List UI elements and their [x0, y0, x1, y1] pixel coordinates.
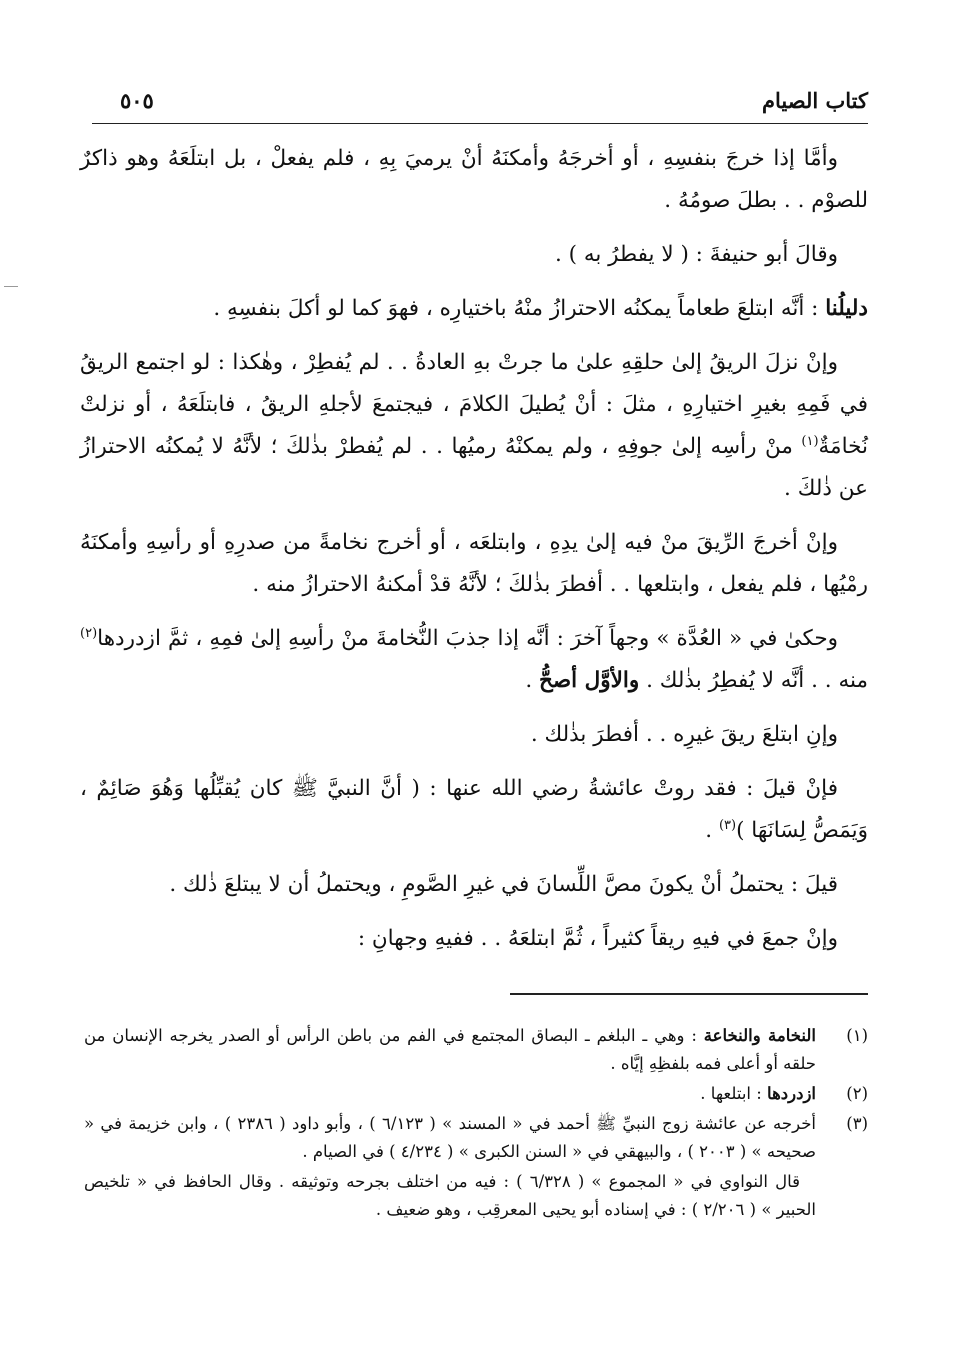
paragraph-8-text-b: . — [705, 818, 719, 843]
paragraph-4 — [80, 342, 868, 510]
paragraph-6-text-c: . — [525, 668, 540, 693]
header-rule — [92, 123, 868, 124]
margin-mark — [4, 286, 18, 287]
footnote-ref-3[interactable]: (٣) — [718, 817, 737, 833]
evidence-text: : أنَّه ابتلعَ طعاماً يمكنُه الاحترازُ منْهُ باختيارِه ، فهوَ كما لو أكلَ بنفسِهِ . — [213, 296, 826, 321]
paragraph-2: وقالَ أبو حنيفةَ : ( لا يفطرُ به ) . — [554, 242, 838, 267]
footnote-separator — [510, 993, 868, 995]
footnote-text — [84, 1022, 816, 1078]
footnote-number: (٣) — [846, 1114, 868, 1133]
paragraph-6-text-a: وحكىٰ في « العُدَّة » وجهاً آخرَ : أنَّه إذا جذبَ النُّخامةَ منْ رأسِهِ إلىٰ فمِهِ ، ثمَّ ازدردها — [97, 626, 838, 651]
footnote-ref-1[interactable]: (١) — [801, 433, 819, 449]
paragraph-9: قيلَ : يحتملُ أنْ يكونَ مصَّ اللِّسانَ في غيرِ الصَّومِ ، ويحتملُ أن لا يبتلعَ ذٰلك . — [169, 872, 838, 897]
paragraph-8 — [80, 768, 868, 852]
main-text — [80, 138, 868, 972]
page-number: ٥٠٥ — [120, 88, 154, 113]
paragraph-10: وإنْ جمعَ في فيهِ ريقاً كثيراً ، ثُمَّ ابتلعَهُ . . ففيهِ وجهانِ : — [357, 926, 838, 951]
footnote-body: أخرجه عن عائشة زوج النبيِّ ﷺ أحمد في « المسند » ( ٦/١٢٣ ) ، وأبو داود ( ٢٣٨٦ ) ، وابن خزيمة في « صحيحه » ( ٢٠٠٣ ) ، والبيهقي في « السنن الكبرى » ( ٤/٢٣٤ ) في الصيام . — [84, 1114, 816, 1161]
preferred-opinion: والأوَّل أصحُّ — [539, 668, 640, 693]
footnotes — [84, 1022, 868, 1224]
footnote-body: : ابتلعها . — [700, 1084, 768, 1103]
paragraph-8-text-a: فإنْ قيلَ : فقد روتْ عائشةُ رضي الله عنها : ( أنَّ النبيَّ ﷺ كان يُقبِّلُها وَهُوَ صَائِمٌ ، وَيَمَصُّ لِسَانَهَا ) — [80, 776, 868, 843]
evidence-label: دليلُنا — [825, 296, 868, 321]
footnote-commentary: قال النواوي في « المجموع » ( ٦/٣٢٨ ) : فيه من اختلف بجرحه وتوثيقه . وقال الحافظ في « تلخيص الحبير » ( ٢/٢٠٦ ) : في إسناده أبو يحيى المعرقِب ، وهو ضعيف . — [84, 1172, 816, 1219]
paragraph-6 — [80, 618, 868, 702]
footnote-number: (٢) — [846, 1084, 868, 1103]
paragraph-5: وإنْ أخرجَ الرِّيقَ منْ فيه إلىٰ يدِهِ ، وابتلعَه ، أو أخرج نخامةً من صدرِهِ أو رأسِهِ وأمكنَهُ رمْيُها ، فلم يفعل ، وابتلعها . . أفطرَ بذٰلكَ ؛ لأنَّهُ قدْ أمكنهُ الاحترازُ منه . — [80, 530, 868, 597]
footnote-ref-2[interactable]: (٢) — [80, 625, 98, 641]
footnote-1 — [84, 1022, 868, 1078]
paragraph-4-text-a: وإنْ نزلَ الريقُ إلىٰ حلقِهِ علىٰ ما جرتْ بهِ العادةُ . . لم يُفطِرْ ، وهٰكذا : لو اجتمع الريقُ في فَمِهِ بغيرِ اختيارِهِ ، مثلَ : أنْ يُطيلَ الكلامَ ، فيجتمعَ لأجلهِ الريقُ ، فابتلَعَهُ ، أو نزلتْ نُخامَةٌ — [80, 350, 868, 459]
page-header — [92, 88, 868, 122]
footnote-3-continuation — [84, 1168, 868, 1224]
paragraph-3 — [80, 288, 868, 330]
footnote-2 — [84, 1080, 868, 1108]
footnote-3 — [84, 1110, 868, 1166]
footnote-term: النخامة والنخاعة — [703, 1026, 816, 1045]
footnote-number: (١) — [846, 1026, 868, 1045]
running-title: كتاب الصيام — [762, 88, 868, 113]
paragraph-4-text-b: منْ رأسِه إلىٰ جوفِهِ ، ولم يمكنْهُ رميُها . . لم يُفطرْ بذٰلكَ ؛ لأنَّهُ لا يُمكنُه الاحترازُ عن ذٰلكَ . — [80, 434, 868, 501]
footnote-term: ازدردها — [767, 1084, 816, 1103]
footnote-text — [84, 1080, 816, 1108]
paragraph-1: وأمَّا إذا خرجَ بنفسِهِ ، أو أخرجَهُ وأمكنَهُ أنْ يرميَ بِهِ ، فلم يفعلْ ، بل ابتلَعَهُ وهو ذاكرٌ للصوْم . . بطلَ صومُهُ . — [80, 146, 868, 213]
footnote-body: : وهي ـ البلغم ـ البصاق المجتمع في الفم من باطن الرأس أو الصدر يخرجه الإنسان من حلقه أو أعلى فمه بلفظِهِ إيَّاه . — [84, 1026, 816, 1073]
paragraph-7: وإنِ ابتلعَ ريقَ غيرِه . . أفطرَ بذٰلك . — [530, 722, 838, 747]
paragraph-6-text-b: منه . . أنَّه لا يُفطِرُ بذٰلك . — [639, 668, 868, 693]
